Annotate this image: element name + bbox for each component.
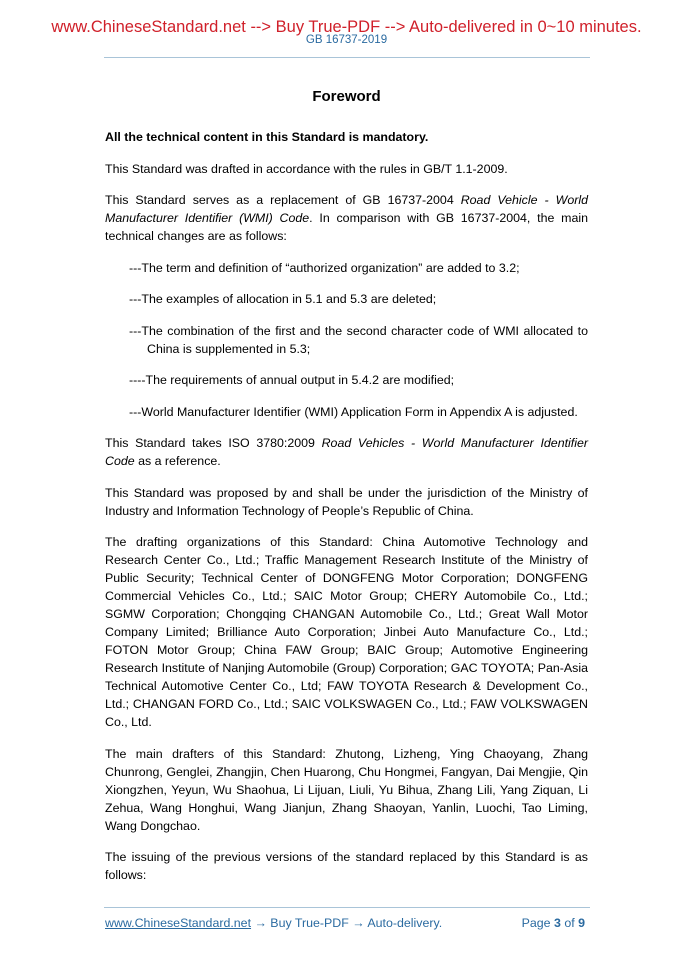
of-label: of bbox=[560, 916, 579, 930]
page-label: Page bbox=[521, 916, 554, 930]
website-link[interactable]: www.ChineseStandard.net bbox=[105, 916, 252, 930]
mandatory-statement: All the technical content in this Standard is mandatory. bbox=[105, 130, 429, 144]
page-body bbox=[105, 88, 588, 898]
jurisdiction-paragraph: This Standard was proposed by and shall be under the jurisdiction of the Ministry of Industry and Information Technology of People’s Republic of China. bbox=[105, 485, 588, 518]
text: . In comparison with GB 16737-2004, the main technical changes are as follows: bbox=[105, 211, 588, 243]
promo-banner: www.ChineseStandard.net --> Buy True-PDF --> Auto-delivered in 0~10 minutes. bbox=[51, 18, 642, 36]
document-id: GB 16737-2019 bbox=[305, 34, 388, 46]
drafting-rules-paragraph: This Standard was drafted in accordance with the rules in GB/T 1.1-2009. bbox=[105, 161, 508, 176]
referenced-standard-title: Road Vehicles - World Manufacturer Identifier Code bbox=[105, 436, 588, 468]
header-divider bbox=[104, 57, 590, 58]
replacement-paragraph bbox=[105, 191, 588, 245]
drafting-organizations-paragraph: The drafting organizations of this Standard: China Automotive Technology and Research Center Co., Ltd.; Traffic Management Research Institute of the Ministry of Public Security; Technical Center of DONGFENG Motor Corporation; DONGFENG Commercial Vehicles Co., Ltd.; SAIC Motor Group; CHERY Automobile Co., Ltd.; SGMW Corporation; Chongqing CHANGAN Automobile Co., Ltd.; Great Wall Motor Company Limited; Brilliance Auto Corporation; Jinbei Auto Manufacture Co., Ltd.; FOTON Motor Group; China FAW Group; BAIC Group; Automotive Engineering Research Institute of Nanjing Automobile (Group) Corporation; GAC TOYOTA; Pan-Asia Technical Automotive Center Co., Ltd; FAW TOYOTA Research & Development Co., Ltd.; CHANGAN FORD Co., Ltd.; SAIC VOLKSWAGEN Co., Ltd.; FAW VOLKSWAGEN Co., Ltd. bbox=[105, 535, 588, 729]
page-total: 9 bbox=[578, 916, 585, 930]
page-number: 3 bbox=[553, 916, 561, 930]
footer-divider bbox=[104, 907, 590, 908]
change-item: ---The examples of allocation in 5.1 and 5.3 are deleted; bbox=[129, 292, 437, 306]
footer-text: → Buy True-PDF → Auto-delivery. bbox=[251, 916, 443, 930]
text: This Standard serves as a replacement of GB 16737-2004 bbox=[105, 193, 461, 207]
page-indicator bbox=[522, 916, 585, 930]
change-item: ---The term and definition of “authorized organization” are added to 3.2; bbox=[129, 260, 520, 275]
change-item: ---World Manufacturer Identifier (WMI) Application Form in Appendix A is adjusted. bbox=[129, 404, 578, 419]
previous-versions-paragraph: The issuing of the previous versions of the standard replaced by this Standard is as follows: bbox=[105, 850, 588, 882]
reference-paragraph bbox=[105, 434, 588, 470]
drafters-paragraph: The main drafters of this Standard: Zhutong, Lizheng, Ying Chaoyang, Zhang Chunrong, Genglei, Zhangjin, Chen Huarong, Chu Hongmei, Fangyan, Dai Mengjie, Qin Xiongzhen, Yeyun, Wu Shaohua, Li Lijuan, Liuli, Yu Bihua, Zhang Lili, Yang Ziquan, Li Zehua, Wang Honghui, Wang Jianjun, Zhang Shaoyan, Yanlin, Luochi, Tao Liming, Wang Dongchao. bbox=[105, 746, 588, 833]
text: as a reference. bbox=[134, 454, 221, 468]
referenced-standard-title: Road Vehicle - World Manufacturer Identifier (WMI) Code bbox=[105, 193, 588, 225]
page-title: Foreword bbox=[312, 88, 381, 105]
text: This Standard takes ISO 3780:2009 bbox=[105, 436, 322, 450]
footer bbox=[105, 916, 585, 930]
change-item: ----The requirements of annual output in 5.4.2 are modified; bbox=[129, 373, 455, 387]
change-item: ---The combination of the first and the second character code of WMI allocated to China is supplemented in 5.3; bbox=[129, 323, 588, 356]
